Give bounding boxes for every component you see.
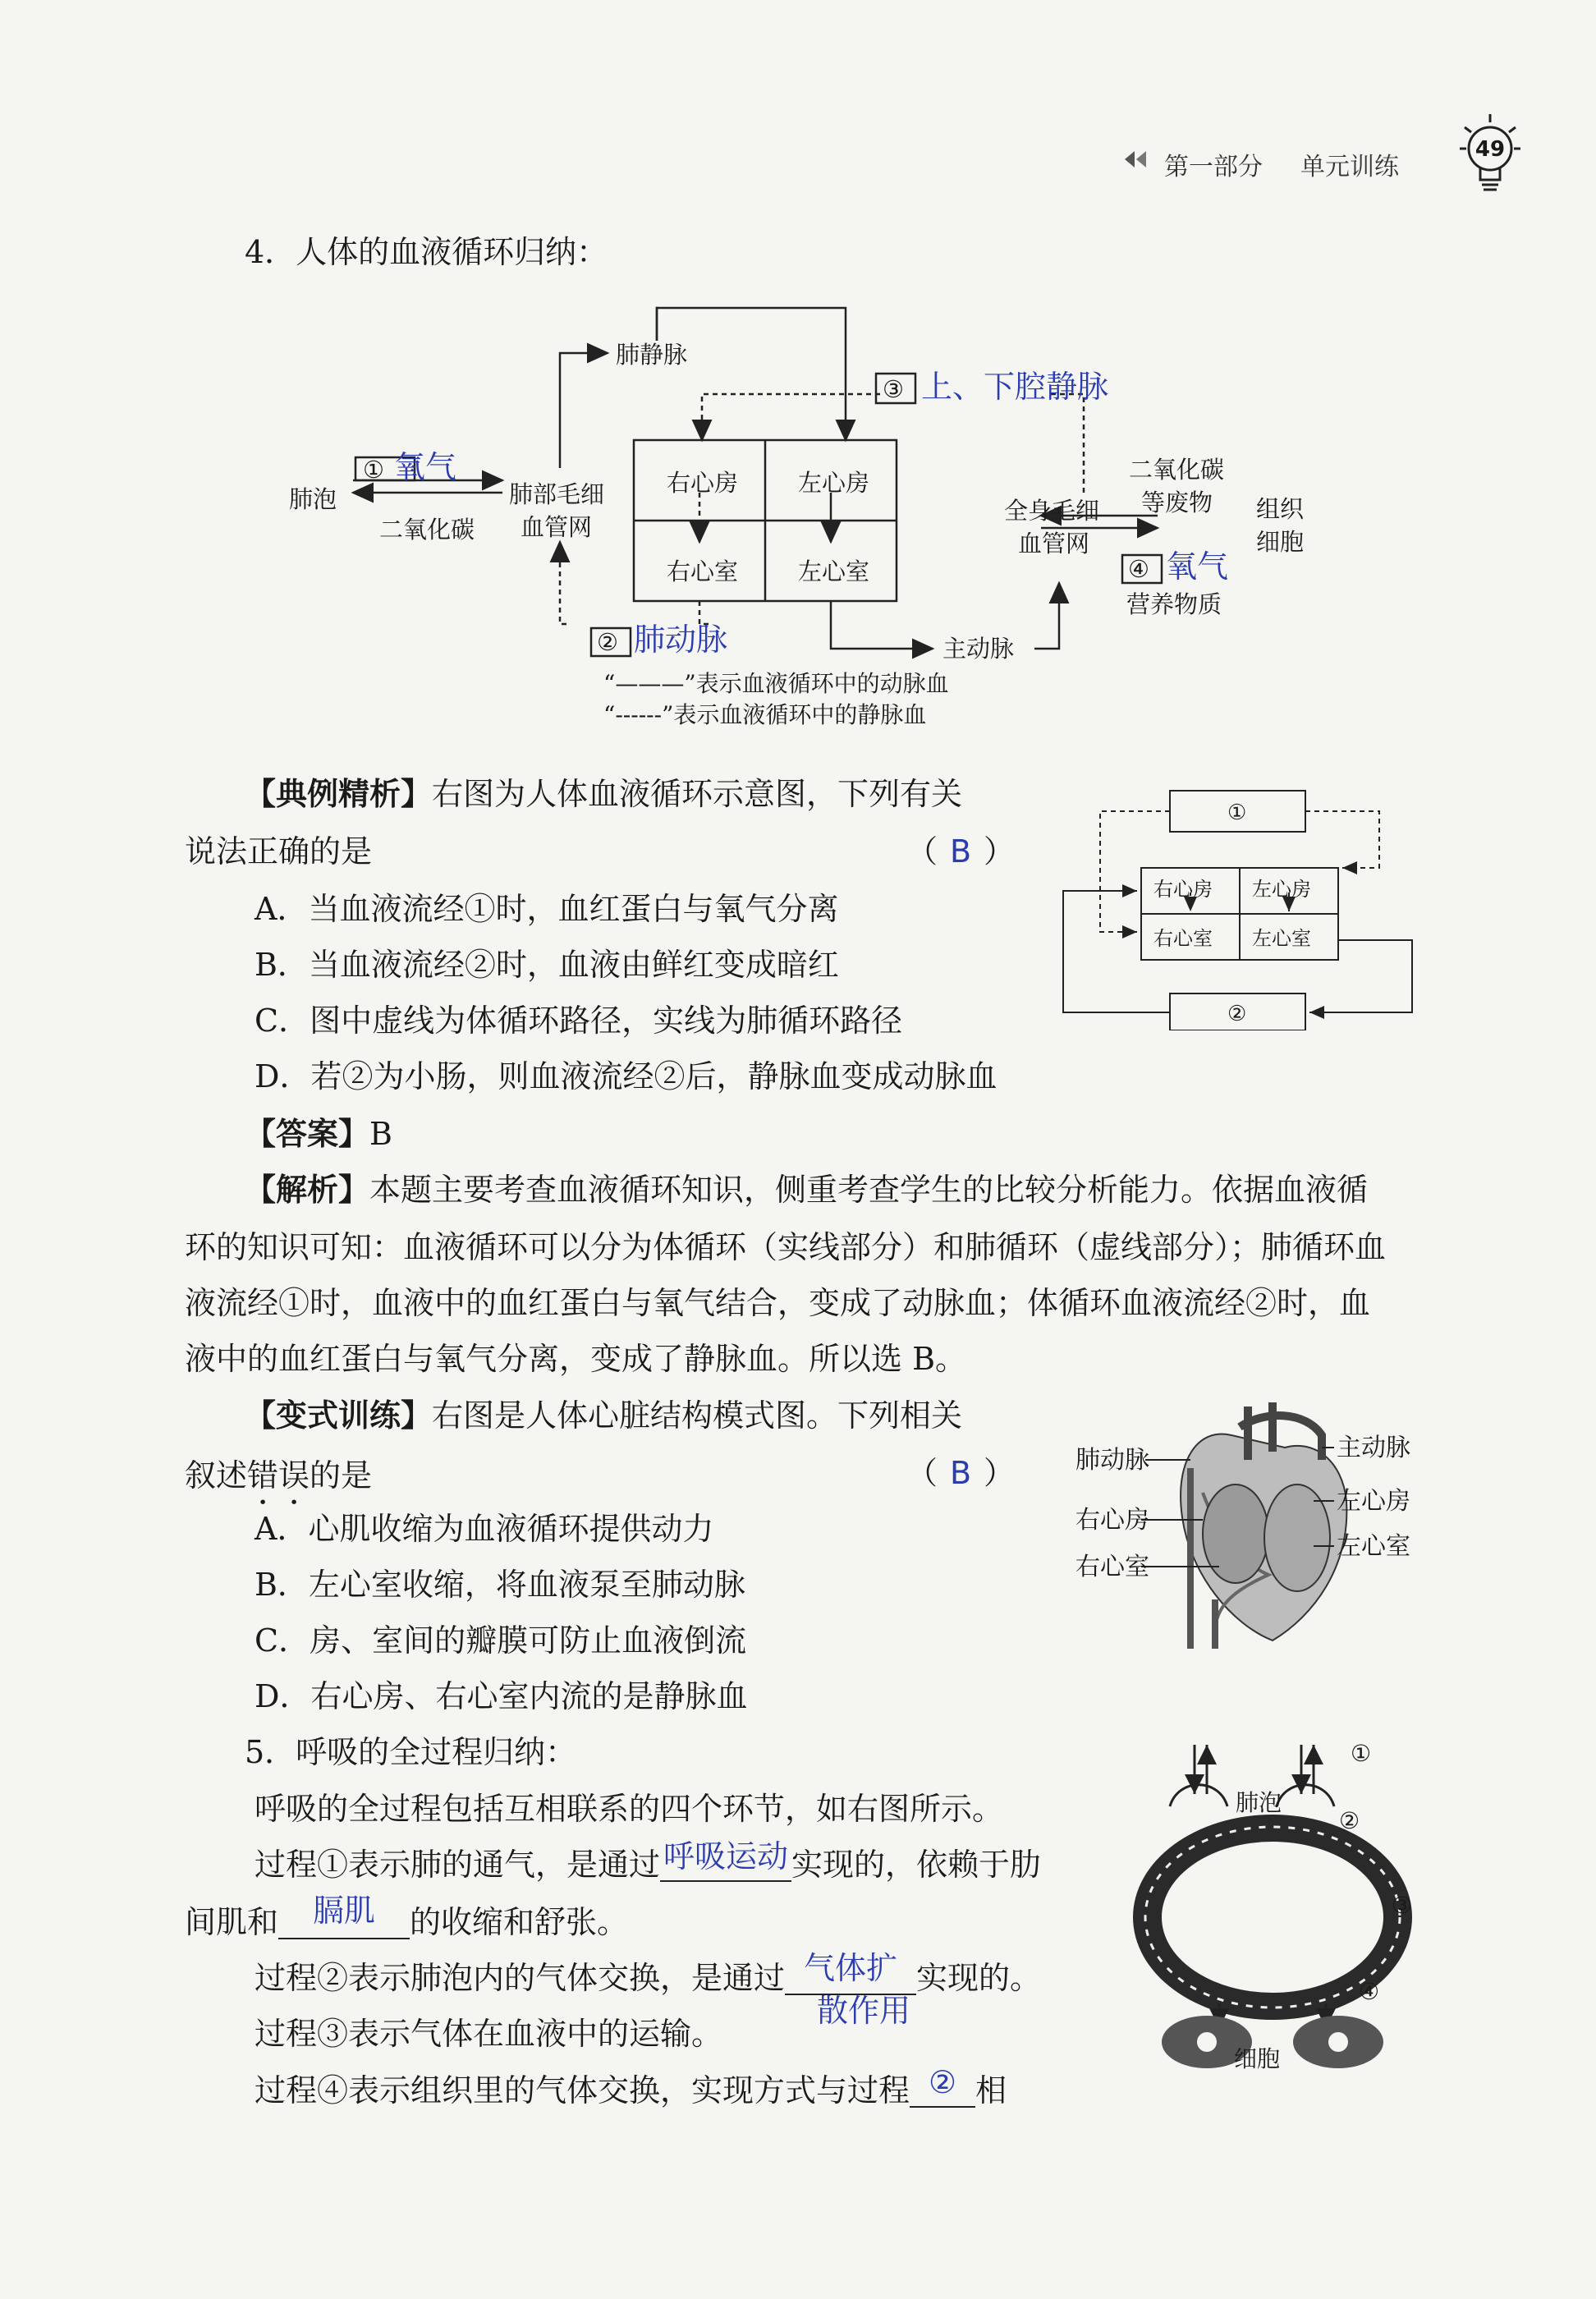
item5-p3: 过程③表示气体在血液中的运输。 xyxy=(255,2016,723,2052)
label-waste-1: 二氧化碳 xyxy=(1129,456,1225,484)
box1-answer: 氧气 xyxy=(394,449,457,485)
label-alveoli: 肺泡 xyxy=(289,485,337,513)
example-option-b: B．当血液流经②时，血液由鲜红变成暗红 xyxy=(255,947,839,983)
label-body-cap-1: 全身毛细 xyxy=(1004,497,1100,525)
fig1-la: 左心房 xyxy=(1252,878,1311,901)
analysis-line1 xyxy=(245,1171,1369,1208)
variant-answer-mark: B xyxy=(949,1455,972,1491)
page-number-bulb-icon xyxy=(1458,111,1522,201)
item5-p4b: 相 xyxy=(975,2072,1007,2109)
example-answer xyxy=(245,1115,392,1152)
label-lung-cap-2: 血管网 xyxy=(521,513,593,541)
answer-diaphragm: 膈肌 xyxy=(313,1893,376,1929)
label-nutrients: 营养物质 xyxy=(1126,590,1222,618)
item5-p2 xyxy=(255,1950,1042,1996)
example-circulation-figure xyxy=(1055,784,1424,1030)
header-unit: 单元训练 xyxy=(1300,153,1399,181)
analysis-line2: 环的知识可知：血液循环可以分为体循环（实线部分）和肺循环（虚线部分）；肺循环血 xyxy=(185,1229,1387,1265)
resp-alveolus: 肺泡 xyxy=(1236,1789,1282,1816)
variant-option-b: B．左心室收缩，将血液泵至肺动脉 xyxy=(255,1567,745,1603)
heart-label-ao: 主动脉 xyxy=(1337,1434,1410,1462)
box2-answer: 肺动脉 xyxy=(634,622,728,658)
item5-p2a: 过程②表示肺泡内的气体交换，是通过 xyxy=(255,1960,786,1996)
label-tissue-1: 组织 xyxy=(1256,495,1305,523)
label-left-atrium: 左心房 xyxy=(798,469,870,497)
example-answer-paren: （ B ） xyxy=(906,833,1016,870)
item5-p1c: 间肌和 xyxy=(185,1904,279,1940)
label-right-ventricle: 右心室 xyxy=(667,558,739,585)
item5-p1b: 实现的，依赖于肋 xyxy=(791,1847,1042,1883)
heart-label-pa: 肺动脉 xyxy=(1075,1446,1149,1475)
variant-q2c: 的是 xyxy=(310,1457,373,1494)
example-option-c: C．图中虚线为体循环路径，实线为肺循环路径 xyxy=(255,1003,903,1039)
respiration-figure xyxy=(1121,1728,1433,2073)
answer-tag: 【答案】 xyxy=(245,1115,370,1152)
item5-title: 5．呼吸的全过程归纳： xyxy=(245,1734,577,1770)
variant-option-c: C．房、室间的瓣膜可防止血液倒流 xyxy=(255,1622,747,1659)
blank-diffusion xyxy=(785,1950,916,1995)
label-lung-cap-1: 肺部毛细 xyxy=(509,480,605,508)
resp-n4: ④ xyxy=(1359,1978,1380,2005)
item5-p1-line2 xyxy=(185,1893,629,1940)
analysis-text-1: 本题主要考查血液循环知识，侧重考查学生的比较分析能力。依据血液循 xyxy=(369,1172,1369,1208)
item5-p1d: 的收缩和舒张。 xyxy=(410,1904,629,1940)
heart-label-ra: 右心房 xyxy=(1075,1506,1149,1535)
heart-label-rv: 右心室 xyxy=(1075,1553,1149,1581)
analysis-line3: 液流经①时，血液中的血红蛋白与氧气结合，变成了动脉血；体循环血液流经②时，血 xyxy=(185,1285,1371,1321)
label-right-atrium: 右心房 xyxy=(667,469,739,497)
variant-question-line2 xyxy=(185,1457,372,1512)
analysis-line4: 液中的血红蛋白与氧气分离，变成了静脉血。所以选 B。 xyxy=(185,1341,967,1377)
label-co2: 二氧化碳 xyxy=(379,516,475,544)
item5-p1-line1 xyxy=(255,1838,1042,1883)
variant-question-line1 xyxy=(245,1397,963,1434)
item5-intro: 呼吸的全过程包括互相联系的四个环节，如右图所示。 xyxy=(255,1791,1004,1827)
variant-option-d: D．右心房、右心室内流的是静脉血 xyxy=(255,1678,748,1714)
box3-answer: 上、下腔静脉 xyxy=(921,369,1109,405)
fig1-n2: ② xyxy=(1227,1002,1247,1026)
analysis-tag: 【解析】 xyxy=(245,1171,370,1208)
page-number: 49 xyxy=(1474,137,1506,162)
example-option-a: A．当血液流经①时，血红蛋白与氧气分离 xyxy=(255,891,839,927)
heart-label-la: 左心房 xyxy=(1337,1487,1410,1516)
resp-n3: ③ xyxy=(1392,1892,1413,1919)
answer-breathing: 呼吸运动 xyxy=(663,1838,789,1875)
page-header xyxy=(0,0,1596,213)
header-arrow-icon xyxy=(1121,149,1149,170)
variant-option-a: A．心肌收缩为血液循环提供动力 xyxy=(255,1511,714,1547)
item5-p1a: 过程①表示肺的通气，是通过 xyxy=(255,1847,661,1883)
answer-diffusion-1: 气体扩 xyxy=(804,1950,898,1986)
example-option-d: D．若②为小肠，则血液流经②后，静脉血变成动脉血 xyxy=(255,1058,998,1094)
blank-breathing xyxy=(660,1838,791,1882)
variant-tag: 【变式训练】 xyxy=(245,1397,433,1434)
example-question-line1 xyxy=(245,775,963,812)
label-tissue-2: 细胞 xyxy=(1256,528,1305,556)
label-body-cap-2: 血管网 xyxy=(1018,530,1090,558)
legend-solid: “———”表示血液循环中的动脉血 xyxy=(603,670,949,697)
circulation-diagram xyxy=(271,296,1355,755)
example-answer-mark: B xyxy=(949,833,972,870)
variant-q2b: 错误 xyxy=(247,1457,310,1494)
answer-diffusion-2: 散作用 xyxy=(817,1993,911,2029)
blank-process xyxy=(910,2064,975,2108)
variant-answer-paren: （ B ） xyxy=(906,1455,1016,1491)
resp-n2: ② xyxy=(1339,1807,1360,1834)
fig1-rv: 右心室 xyxy=(1153,927,1213,950)
box3-num: ③ xyxy=(883,375,904,403)
heart-illustration xyxy=(1181,1402,1346,1649)
item4-title: 4．人体的血液循环归纳： xyxy=(245,234,608,270)
fig1-lv: 左心室 xyxy=(1252,927,1311,950)
resp-cell: 细胞 xyxy=(1234,2045,1281,2072)
example-q1: 右图为人体血液循环示意图，下列有关 xyxy=(432,776,963,812)
fig1-ra: 右心房 xyxy=(1153,878,1213,901)
heart-figure xyxy=(1067,1402,1429,1649)
fig1-n1: ① xyxy=(1227,801,1247,825)
variant-q2a: 叙述 xyxy=(185,1457,248,1494)
example-question-line2: 说法正确的是 xyxy=(185,833,373,870)
item5-p2b: 实现的。 xyxy=(916,1960,1042,1996)
item5-p4a: 过程④表示组织里的气体交换，实现方式与过程 xyxy=(255,2072,910,2109)
box2-num: ② xyxy=(597,628,618,656)
label-aorta: 主动脉 xyxy=(942,635,1015,663)
item5-p4 xyxy=(255,2064,1007,2109)
resp-n1: ① xyxy=(1351,1740,1372,1767)
legend-dashed: “------”表示血液循环中的静脉血 xyxy=(603,701,927,728)
blank-diaphragm xyxy=(278,1893,410,1939)
box4-answer: 氧气 xyxy=(1166,548,1229,585)
header-section: 第一部分 xyxy=(1164,153,1263,181)
box4-num: ④ xyxy=(1128,555,1149,583)
heart-label-lv: 左心室 xyxy=(1337,1532,1410,1561)
box1-num: ① xyxy=(363,456,384,484)
variant-q1: 右图是人体心脏结构模式图。下列相关 xyxy=(432,1397,963,1434)
label-pulmonary-vein: 肺静脉 xyxy=(616,341,688,369)
example-tag: 【典例精析】 xyxy=(245,775,433,812)
answer-value: B xyxy=(369,1116,392,1152)
label-left-ventricle: 左心室 xyxy=(798,558,870,585)
answer-process: ② xyxy=(928,2064,957,2100)
label-waste-2: 等废物 xyxy=(1141,489,1213,516)
